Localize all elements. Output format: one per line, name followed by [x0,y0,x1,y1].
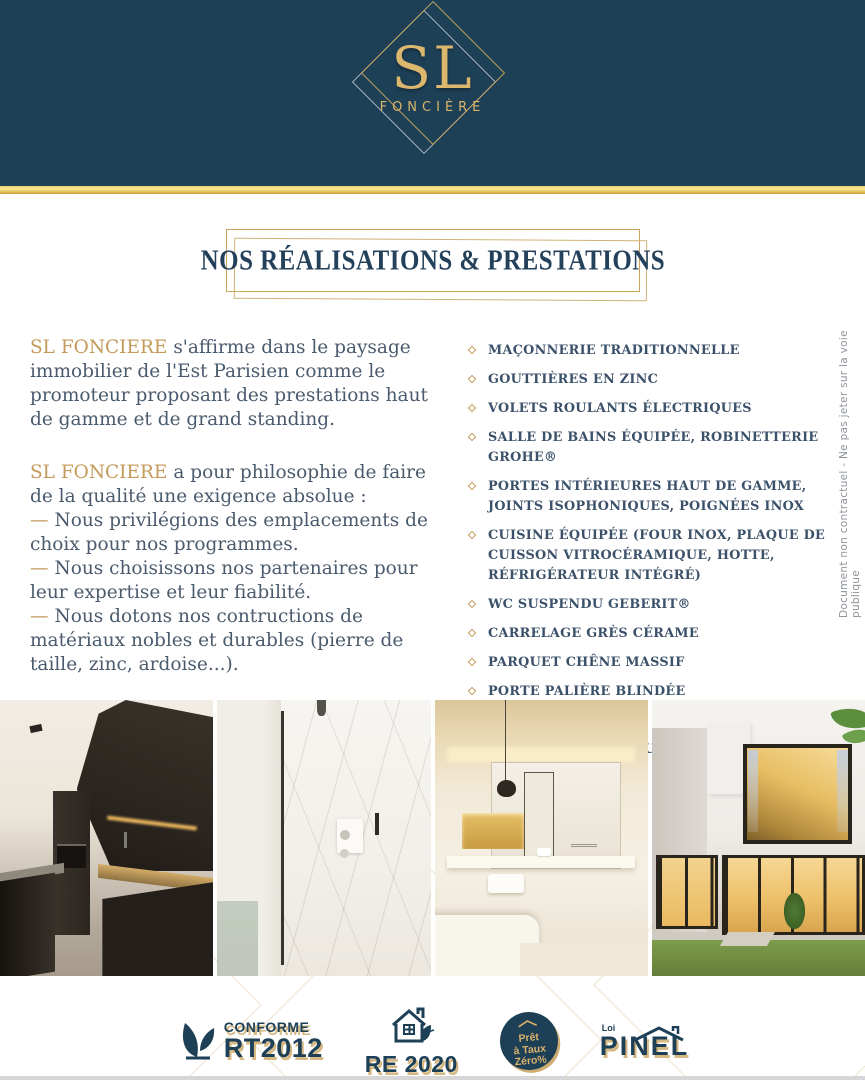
lower-window [656,855,718,930]
pinel-label: PINEL [600,1033,690,1059]
pendant-cord [505,700,507,783]
faucet [124,832,127,848]
ceiling-vent [29,724,42,733]
rt2012-badge [176,1015,323,1068]
gold-divider [0,186,865,194]
indoor-plant [784,893,805,929]
shower-head [317,700,326,716]
diamond-bullet-icon [468,433,476,441]
vanity-counter [447,856,635,868]
philosophy-point-text: Nous privilégions des emplacements de choix pour nos programmes. [30,510,428,555]
diamond-bullet-icon [468,375,476,383]
list-item-label: CARRELAGE GRÈS CÉRAME [488,626,699,641]
ptz-circle [497,1010,560,1073]
philosophy-point [30,605,454,677]
brand-highlight: SL FONCIERE [30,462,168,483]
list-item-label: PARQUET CHÊNE MASSIF [488,655,685,670]
intro-column [30,336,454,677]
list-item [468,341,840,361]
hand-shower [375,813,379,835]
philosophy-point-text: Nous choisissons nos partenaires pour leur expertise et leur fiabilité. [30,558,418,603]
towels [488,874,524,893]
roof-icon [633,1020,685,1046]
curtain [748,750,759,833]
marble-shower-photo [217,700,430,976]
diamond-bullet-icon [468,404,476,412]
diamond-bullet-icon [468,629,476,637]
diamond-bullet-icon [468,658,476,666]
upper-cabinets [77,700,213,871]
certification-badges [0,1004,865,1078]
intro-paragraph-2 [30,461,454,509]
pinel-badge [600,1023,690,1059]
pendant-lamp [497,780,516,797]
ptz-line2: à Taux [512,1042,547,1058]
re2020-badge [365,1005,458,1078]
philosophy-point-text: Nous dotons nos contructions de matériaux nobles et durables (pierre de taille, zinc, ardoise...). [30,606,404,675]
pinel-loi-label: Loi [601,1023,616,1033]
list-item [468,595,840,615]
shower-bench [217,901,258,976]
page-title: NOS RÉALISATIONS & PRESTATIONS [200,244,665,276]
list-item-label: SALLE DE BAINS ÉQUIPÉE, ROBINETTERIE GROHE® [488,430,819,465]
kitchen-photo [0,700,213,976]
rt2012-text [224,1020,323,1062]
list-item [468,682,840,702]
list-item-label: WC SUSPENDU GEBERIT® [488,597,691,612]
title-banner [200,229,665,292]
cove-light [447,747,635,764]
gold-niche [462,813,524,849]
list-item [468,526,840,586]
list-item-label: VOLETS ROULANTS ÉLECTRIQUES [488,401,752,416]
brand-logo [303,0,563,186]
intro-paragraph-2-text: a pour philosophie de faire de la qualité une exigence absolue : [30,462,426,507]
ptz-line3: Zéro% [514,1053,548,1069]
list-item [468,624,840,644]
header [0,0,865,186]
dash-glyph: — [30,606,49,627]
upper-window [743,744,852,843]
dash-glyph: — [30,558,49,579]
logo-text [303,34,563,115]
list-item [468,428,840,468]
kitchen-island [0,872,55,976]
philosophy-point [30,509,454,557]
leaf-icon [176,1015,220,1068]
list-item [468,399,840,419]
valve-knob [340,849,349,858]
house-exterior-photo [652,700,865,976]
glass-edge [281,711,284,965]
list-item-label: GOUTTIÈRES EN ZINC [488,372,659,387]
photo-strip [0,700,865,976]
title-banner-box [200,229,665,292]
logo-initials: SL [391,34,474,102]
list-item [468,370,840,390]
legal-side-note: Document non contractuel - Ne pas jeter sur la voie publique [838,330,862,618]
wall-taps [571,843,597,847]
list-item-label: PORTES INTÉRIEURES HAUT DE GAMME, JOINTS ISOPHONIQUES, POIGNÉES INOX [488,479,807,514]
diamond-bullet-icon [468,600,476,608]
diamond-bullet-icon [468,531,476,539]
ptz-badge [500,1012,558,1070]
list-item-label: MAÇONNERIE TRADITIONNELLE [488,343,740,358]
bathroom-floor [520,943,648,976]
rt2012-line2: RT2012 [223,1033,323,1063]
diamond-bullet-icon [468,687,476,695]
list-item [468,477,840,517]
rt2012-line1: CONFORME [223,1019,310,1035]
diamond-bullet-icon [468,482,476,490]
house-leaf-icon [385,1005,437,1050]
roof-icon [515,1013,538,1033]
diamond-bullet-icon [468,346,476,354]
intro-paragraph-1-text: s'affirme dans le paysage immobilier de l'Est Parisien comme le promoteur proposant des prestations haut de gamme et de grand standing. [30,337,428,430]
lower-cabinets [102,882,213,976]
valve-knob [340,830,350,840]
philosophy-point [30,557,454,605]
logo-name: FONCIÈRE [379,100,486,115]
bathroom-photo [435,700,648,976]
dash-glyph: — [30,510,49,531]
list-item [468,653,840,673]
brand-highlight: SL FONCIERE [30,337,168,358]
ptz-line1: Prêt [517,1031,540,1046]
re2020-label: RE 2020 [364,1050,458,1077]
list-item-label: PORTE PALIÈRE BLINDÉE [488,684,686,699]
intro-paragraph-1 [30,336,454,432]
soap-dish [537,848,551,856]
curtain [837,750,848,833]
list-item-label: CUISINE ÉQUIPÉE (FOUR INOX, PLAQUE DE CUISSON VITROCÉRAMIQUE, HOTTE, RÉFRIGÉRATEUR INTÉGRÉ) [488,528,826,583]
mirror-door-reflection [524,772,554,860]
stone-path [720,932,775,946]
